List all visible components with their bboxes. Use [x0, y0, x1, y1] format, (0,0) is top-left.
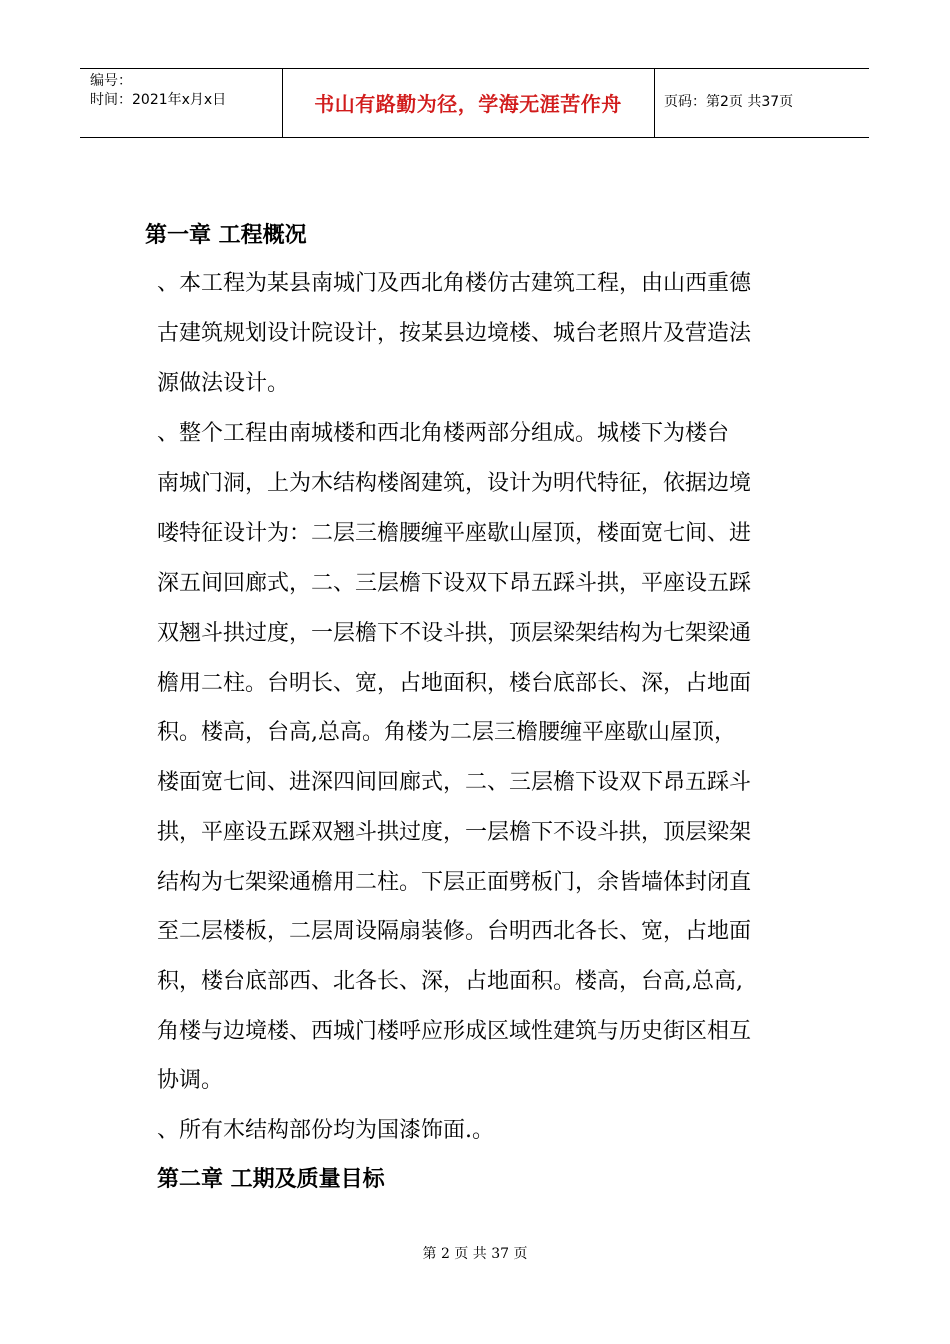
body-line: 楼面宽七间、进深四间回廊式，二、三层檐下设双下昂五踩斗 [157, 770, 752, 795]
body-line: 、所有木结构部份均为国漆饰面.。 [157, 1118, 494, 1143]
body-line: 南城门洞，上为木结构楼阁建筑，设计为明代特征，依据边境 [157, 471, 752, 496]
body-line: 、本工程为某县南城门及西北角楼仿古建筑工程，由山西重德 [157, 271, 752, 296]
body-line: 至二层楼板，二层周设隔扇装修。台明西北各长、宽，占地面 [157, 919, 752, 944]
body-line: 深五间回廊式，二、三层檐下设双下昂五踩斗拱，平座设五踩 [157, 571, 752, 596]
body-line: 檐用二柱。台明长、宽，占地面积，楼台底部长、深，占地面 [157, 671, 752, 696]
body-line: 积。楼高，台高,总高。角楼为二层三檐腰缠平座歇山屋顶， [157, 720, 736, 745]
chapter-heading-1: 第一章 工程概况 [145, 223, 307, 248]
header-page-cell [654, 69, 869, 137]
chapter-heading-2: 第二章 工期及质量目标 [157, 1167, 385, 1192]
body-line: 角楼与边境楼、西城门楼呼应形成区域性建筑与历史街区相互 [157, 1019, 752, 1044]
page-footer: 第 2 页 共 37 页 [422, 1246, 528, 1262]
body-line: 协调。 [157, 1068, 224, 1093]
document-time-label: 时间：2021年x月x日 [90, 92, 227, 108]
body-line: 古建筑规划设计院设计，按某县边境楼、城台老照片及营造法 [157, 321, 752, 346]
body-line: 结构为七架梁通檐用二柱。下层正面劈板门，余皆墙体封闭直 [157, 870, 752, 895]
header-meta-cell [80, 69, 283, 137]
page-header [80, 68, 869, 138]
body-line: 源做法设计。 [157, 371, 290, 396]
body-line: 拱，平座设五踩双翘斗拱过度，一层檐下不设斗拱，顶层梁架 [157, 820, 752, 845]
header-motto: 书山有路勤为径，学海无涯苦作舟 [314, 92, 622, 116]
document-number-label: 编号： [90, 73, 132, 89]
header-page-info: 页码：第2页 共37页 [664, 94, 794, 110]
body-line: 双翘斗拱过度，一层檐下不设斗拱，顶层梁架结构为七架梁通 [157, 621, 752, 646]
header-motto-cell [282, 69, 655, 137]
body-line: 、整个工程由南城楼和西北角楼两部分组成。城楼下为楼台 [157, 421, 730, 446]
body-line: 喽特征设计为：二层三檐腰缠平座歇山屋顶，楼面宽七间、进 [157, 521, 752, 546]
body-line: 积，楼台底部西、北各长、深，占地面积。楼高，台高,总高, [157, 969, 743, 994]
